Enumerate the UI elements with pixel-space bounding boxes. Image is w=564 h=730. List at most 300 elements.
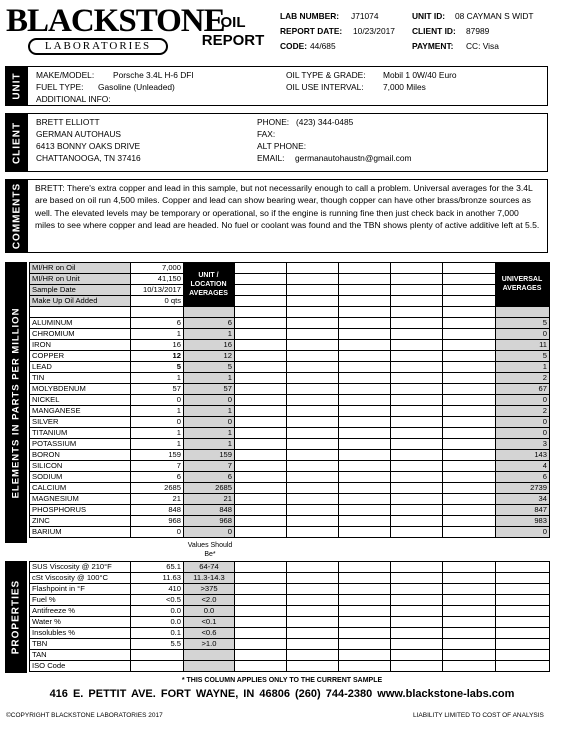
element-label: TITANIUM — [30, 428, 131, 439]
phone-value: (423) 344-0485 — [296, 117, 354, 127]
empty-cell — [287, 628, 339, 639]
empty-cell — [235, 340, 287, 351]
empty-cell — [496, 617, 550, 628]
element-label: MOLYBDENUM — [30, 384, 131, 395]
empty-cell — [443, 562, 496, 573]
empty-cell — [287, 516, 339, 527]
element-universal-average: 34 — [496, 494, 550, 505]
empty-cell — [339, 505, 391, 516]
property-label: ISO Code — [30, 661, 131, 672]
empty-cell — [443, 439, 496, 450]
element-value: 16 — [131, 340, 184, 351]
empty-cell — [235, 639, 287, 650]
info-label: MI/HR on Oil — [30, 263, 131, 274]
universal-averages-header: UNIVERSAL AVERAGES — [495, 262, 549, 306]
empty-cell — [391, 274, 443, 285]
comments-section — [5, 179, 548, 253]
empty-cell — [496, 639, 550, 650]
empty-cell — [287, 351, 339, 362]
empty-cell — [443, 296, 496, 307]
empty-cell — [287, 384, 339, 395]
logo-wordmark: BLACKSTONE — [6, 3, 225, 39]
element-value: 1 — [131, 329, 184, 340]
empty-cell — [391, 428, 443, 439]
element-value: 159 — [131, 450, 184, 461]
element-unit-average: 159 — [184, 450, 235, 461]
empty-cell — [287, 395, 339, 406]
element-label: BARIUM — [30, 527, 131, 538]
element-row — [30, 351, 550, 362]
property-should-be: 64-74 — [184, 562, 235, 573]
empty-cell — [287, 661, 339, 672]
empty-cell — [339, 417, 391, 428]
empty-cell — [391, 494, 443, 505]
empty-cell — [339, 329, 391, 340]
property-row — [30, 606, 550, 617]
element-value: 1 — [131, 428, 184, 439]
empty-cell — [235, 527, 287, 538]
empty-cell — [391, 373, 443, 384]
element-row — [30, 373, 550, 384]
property-value — [131, 650, 184, 661]
payment-label: PAYMENT: — [412, 41, 454, 51]
element-universal-average: 0 — [496, 329, 550, 340]
element-row — [30, 318, 550, 329]
empty-cell — [287, 362, 339, 373]
empty-cell — [391, 461, 443, 472]
empty-cell — [496, 661, 550, 672]
element-universal-average: 67 — [496, 384, 550, 395]
element-label: LEAD — [30, 362, 131, 373]
element-row — [30, 461, 550, 472]
element-value: 12 — [131, 351, 184, 362]
empty-cell — [339, 351, 391, 362]
empty-cell — [235, 417, 287, 428]
element-unit-average: 6 — [184, 472, 235, 483]
element-universal-average: 11 — [496, 340, 550, 351]
property-should-be: 0.0 — [184, 606, 235, 617]
empty-cell — [391, 516, 443, 527]
empty-cell — [496, 307, 550, 318]
empty-cell — [339, 494, 391, 505]
element-label: COPPER — [30, 351, 131, 362]
empty-cell — [391, 340, 443, 351]
empty-cell — [391, 307, 443, 318]
info-value: 0 qts — [131, 296, 184, 307]
empty-cell — [339, 606, 391, 617]
empty-cell — [235, 373, 287, 384]
empty-cell — [235, 395, 287, 406]
empty-cell — [339, 661, 391, 672]
element-universal-average: 2 — [496, 406, 550, 417]
property-row — [30, 661, 550, 672]
empty-cell — [391, 505, 443, 516]
empty-cell — [339, 384, 391, 395]
property-row — [30, 628, 550, 639]
element-row — [30, 516, 550, 527]
empty-cell — [287, 373, 339, 384]
element-universal-average: 2739 — [496, 483, 550, 494]
empty-cell — [391, 483, 443, 494]
email-label: EMAIL: — [257, 153, 285, 163]
empty-cell — [287, 274, 339, 285]
empty-cell — [443, 494, 496, 505]
property-label: Water % — [30, 617, 131, 628]
empty-cell — [235, 461, 287, 472]
element-label: ZINC — [30, 516, 131, 527]
element-label: PHOSPHORUS — [30, 505, 131, 516]
make-label: MAKE/MODEL: — [36, 70, 95, 80]
empty-cell — [339, 650, 391, 661]
element-universal-average: 0 — [496, 395, 550, 406]
element-universal-average: 5 — [496, 318, 550, 329]
empty-cell — [443, 274, 496, 285]
empty-cell — [235, 617, 287, 628]
empty-cell — [339, 395, 391, 406]
oil-type-label: OIL TYPE & GRADE: — [286, 70, 366, 80]
client-side-label: CLIENT — [6, 114, 28, 171]
element-row — [30, 428, 550, 439]
element-universal-average: 4 — [496, 461, 550, 472]
empty-cell — [443, 483, 496, 494]
info-row — [30, 274, 550, 285]
empty-cell — [443, 650, 496, 661]
empty-cell — [235, 307, 287, 318]
element-unit-average: 1 — [184, 406, 235, 417]
unit-side-label: UNIT — [6, 67, 28, 105]
empty-cell — [235, 263, 287, 274]
element-unit-average: 0 — [184, 417, 235, 428]
element-unit-average: 1 — [184, 373, 235, 384]
empty-cell — [339, 373, 391, 384]
property-value: 0.0 — [131, 617, 184, 628]
property-row — [30, 573, 550, 584]
element-unit-average: 6 — [184, 318, 235, 329]
element-universal-average: 143 — [496, 450, 550, 461]
property-should-be: >1.0 — [184, 639, 235, 650]
property-row — [30, 562, 550, 573]
empty-cell — [339, 428, 391, 439]
element-unit-average: 5 — [184, 362, 235, 373]
element-unit-average: 968 — [184, 516, 235, 527]
empty-cell — [339, 439, 391, 450]
property-value: 0.1 — [131, 628, 184, 639]
empty-cell — [391, 595, 443, 606]
payment: CC: Visa — [466, 41, 499, 51]
element-label: BORON — [30, 450, 131, 461]
empty-cell — [391, 450, 443, 461]
empty-cell — [339, 274, 391, 285]
empty-cell — [339, 628, 391, 639]
empty-cell — [235, 628, 287, 639]
report-date: 10/23/2017 — [353, 26, 395, 36]
property-value: 410 — [131, 584, 184, 595]
property-value: 0.0 — [131, 606, 184, 617]
info-value: 10/13/2017 — [131, 285, 184, 296]
element-value: 0 — [131, 417, 184, 428]
empty-cell — [235, 384, 287, 395]
element-row — [30, 494, 550, 505]
lab-number: J71074 — [351, 11, 379, 21]
empty-cell — [339, 483, 391, 494]
empty-cell — [287, 639, 339, 650]
empty-cell — [339, 516, 391, 527]
empty-cell — [443, 417, 496, 428]
empty-cell — [443, 617, 496, 628]
empty-cell — [339, 307, 391, 318]
empty-cell — [287, 584, 339, 595]
empty-cell — [287, 340, 339, 351]
empty-cell — [391, 285, 443, 296]
empty-cell — [235, 296, 287, 307]
element-universal-average: 1 — [496, 362, 550, 373]
empty-cell — [287, 318, 339, 329]
empty-cell — [391, 584, 443, 595]
element-label: SODIUM — [30, 472, 131, 483]
property-row — [30, 617, 550, 628]
empty-cell — [339, 406, 391, 417]
oil-interval-label: OIL USE INTERVAL: — [286, 82, 364, 92]
element-value: 6 — [131, 318, 184, 329]
empty-cell — [443, 351, 496, 362]
property-label: cSt Viscosity @ 100°C — [30, 573, 131, 584]
code: 44/685 — [310, 41, 336, 51]
property-label: TAN — [30, 650, 131, 661]
empty-cell — [443, 595, 496, 606]
client-city: CHATTANOOGA, TN 37416 — [36, 153, 141, 163]
element-label: CHROMIUM — [30, 329, 131, 340]
empty-cell — [443, 461, 496, 472]
additional-info-label: ADDITIONAL INFO: — [36, 94, 111, 104]
empty-cell — [391, 395, 443, 406]
empty-cell — [443, 362, 496, 373]
element-unit-average: 12 — [184, 351, 235, 362]
empty-cell — [339, 639, 391, 650]
email-value: germanautohaustn@gmail.com — [295, 153, 412, 163]
empty-cell — [496, 595, 550, 606]
empty-cell — [496, 606, 550, 617]
element-value: 21 — [131, 494, 184, 505]
property-should-be: >375 — [184, 584, 235, 595]
element-universal-average: 847 — [496, 505, 550, 516]
element-value: 0 — [131, 395, 184, 406]
code-label: CODE: — [280, 41, 307, 51]
empty-cell — [287, 562, 339, 573]
element-universal-average: 0 — [496, 417, 550, 428]
element-unit-average: 1 — [184, 428, 235, 439]
unit-averages-header: UNIT / LOCATION AVERAGES — [183, 262, 234, 306]
empty-cell — [391, 661, 443, 672]
empty-cell — [287, 494, 339, 505]
fax-label: FAX: — [257, 129, 276, 139]
empty-cell — [391, 573, 443, 584]
lab-number-label: LAB NUMBER: — [280, 11, 340, 21]
empty-cell — [235, 318, 287, 329]
empty-cell — [391, 296, 443, 307]
empty-cell — [235, 428, 287, 439]
property-value: 65.1 — [131, 562, 184, 573]
empty-cell — [391, 406, 443, 417]
element-row — [30, 406, 550, 417]
property-row — [30, 639, 550, 650]
empty-cell — [443, 505, 496, 516]
element-value: 1 — [131, 439, 184, 450]
empty-cell — [339, 318, 391, 329]
info-label: Sample Date — [30, 285, 131, 296]
empty-cell — [443, 318, 496, 329]
empty-cell — [339, 472, 391, 483]
comments-text: BRETT: There's extra copper and lead in this sample, but not necessarily enough to call a problem. Universal averages for the 3.4L are based on oil run 4,500 miles. Copper and lead can show bearing wear, though copper can have other brass/bronze sources as well. The elevated levels may be temporary or operational, so if the engine is running fine then just check back in another 7,000 miles to see where copper and lead are headed. No fuel or coolant was found and the TBN shows plenty of active additive left at 5.5. — [35, 183, 540, 230]
property-row — [30, 650, 550, 661]
empty-cell — [235, 494, 287, 505]
element-label: MANGANESE — [30, 406, 131, 417]
report-title-line-2: REPORT — [201, 32, 265, 49]
element-universal-average: 5 — [496, 351, 550, 362]
empty-cell — [496, 628, 550, 639]
empty-cell — [391, 263, 443, 274]
report-date-label: REPORT DATE: — [280, 26, 343, 36]
empty-cell — [287, 527, 339, 538]
make-value: Porsche 3.4L H-6 DFI — [113, 70, 194, 80]
empty-cell — [443, 606, 496, 617]
element-unit-average: 2685 — [184, 483, 235, 494]
empty-cell — [391, 318, 443, 329]
empty-cell — [443, 285, 496, 296]
info-row — [30, 263, 550, 274]
empty-cell — [496, 573, 550, 584]
empty-cell — [235, 472, 287, 483]
empty-cell — [391, 439, 443, 450]
empty-cell — [287, 573, 339, 584]
empty-cell — [235, 285, 287, 296]
empty-cell — [391, 329, 443, 340]
element-row — [30, 384, 550, 395]
empty-cell — [235, 562, 287, 573]
empty-cell — [443, 639, 496, 650]
empty-cell — [339, 617, 391, 628]
empty-cell — [287, 439, 339, 450]
empty-cell — [443, 406, 496, 417]
empty-cell — [287, 450, 339, 461]
property-row — [30, 595, 550, 606]
element-row — [30, 329, 550, 340]
liability: LIABILITY LIMITED TO COST OF ANALYSIS — [413, 712, 544, 719]
empty-cell — [391, 617, 443, 628]
property-label: Insolubles % — [30, 628, 131, 639]
empty-cell — [443, 628, 496, 639]
empty-cell — [391, 527, 443, 538]
empty-cell — [235, 650, 287, 661]
empty-cell — [235, 274, 287, 285]
values-should-be-label: Values Should Be* — [187, 542, 233, 558]
empty-cell — [235, 584, 287, 595]
empty-cell — [339, 285, 391, 296]
unit-id: 08 CAYMAN S WIDT — [455, 11, 534, 21]
client-name: BRETT ELLIOTT — [36, 117, 100, 127]
element-value: 1 — [131, 373, 184, 384]
empty-cell — [235, 606, 287, 617]
empty-cell — [391, 384, 443, 395]
empty-cell — [443, 395, 496, 406]
empty-cell — [287, 329, 339, 340]
element-row — [30, 483, 550, 494]
client-address: 6413 BONNY OAKS DRIVE — [36, 141, 141, 151]
info-row — [30, 285, 550, 296]
empty-cell — [287, 483, 339, 494]
empty-cell — [131, 307, 184, 318]
info-value: 41,150 — [131, 274, 184, 285]
report-title — [195, 14, 271, 50]
phone-label: PHONE: — [257, 117, 290, 127]
empty-cell — [339, 573, 391, 584]
element-unit-average: 1 — [184, 329, 235, 340]
empty-cell — [391, 606, 443, 617]
empty-cell — [339, 584, 391, 595]
empty-cell — [30, 307, 131, 318]
element-value: 1 — [131, 406, 184, 417]
comments-side-label: COMMENTS — [6, 180, 28, 252]
element-row — [30, 417, 550, 428]
empty-cell — [339, 595, 391, 606]
info-label: Make Up Oil Added — [30, 296, 131, 307]
empty-cell — [339, 450, 391, 461]
properties-table — [29, 561, 550, 672]
empty-cell — [339, 340, 391, 351]
property-row — [30, 584, 550, 595]
element-value: 2685 — [131, 483, 184, 494]
oil-type-value: Mobil 1 0W/40 Euro — [383, 70, 457, 80]
element-unit-average: 0 — [184, 527, 235, 538]
empty-cell — [235, 329, 287, 340]
unit-section — [5, 66, 548, 106]
copyright: ©COPYRIGHT BLACKSTONE LABORATORIES 2017 — [6, 712, 163, 719]
element-row — [30, 472, 550, 483]
element-unit-average: 848 — [184, 505, 235, 516]
property-value: 5.5 — [131, 639, 184, 650]
element-unit-average: 57 — [184, 384, 235, 395]
empty-cell — [391, 351, 443, 362]
empty-cell — [287, 595, 339, 606]
empty-cell — [184, 307, 235, 318]
element-row — [30, 362, 550, 373]
element-value: 57 — [131, 384, 184, 395]
empty-cell — [287, 505, 339, 516]
empty-cell — [235, 406, 287, 417]
empty-cell — [235, 362, 287, 373]
empty-cell — [287, 417, 339, 428]
fuel-label: FUEL TYPE: — [36, 82, 84, 92]
element-label: POTASSIUM — [30, 439, 131, 450]
empty-cell — [391, 417, 443, 428]
empty-cell — [391, 650, 443, 661]
empty-cell — [443, 516, 496, 527]
element-label: CALCIUM — [30, 483, 131, 494]
empty-cell — [235, 351, 287, 362]
property-value: <0.5 — [131, 595, 184, 606]
empty-cell — [235, 439, 287, 450]
property-label: Antifreeze % — [30, 606, 131, 617]
element-unit-average: 1 — [184, 439, 235, 450]
element-unit-average: 21 — [184, 494, 235, 505]
client-section — [5, 113, 548, 172]
empty-cell — [391, 472, 443, 483]
empty-cell — [443, 527, 496, 538]
element-value: 0 — [131, 527, 184, 538]
element-universal-average: 2 — [496, 373, 550, 384]
element-row — [30, 450, 550, 461]
element-value: 6 — [131, 472, 184, 483]
element-universal-average: 0 — [496, 527, 550, 538]
